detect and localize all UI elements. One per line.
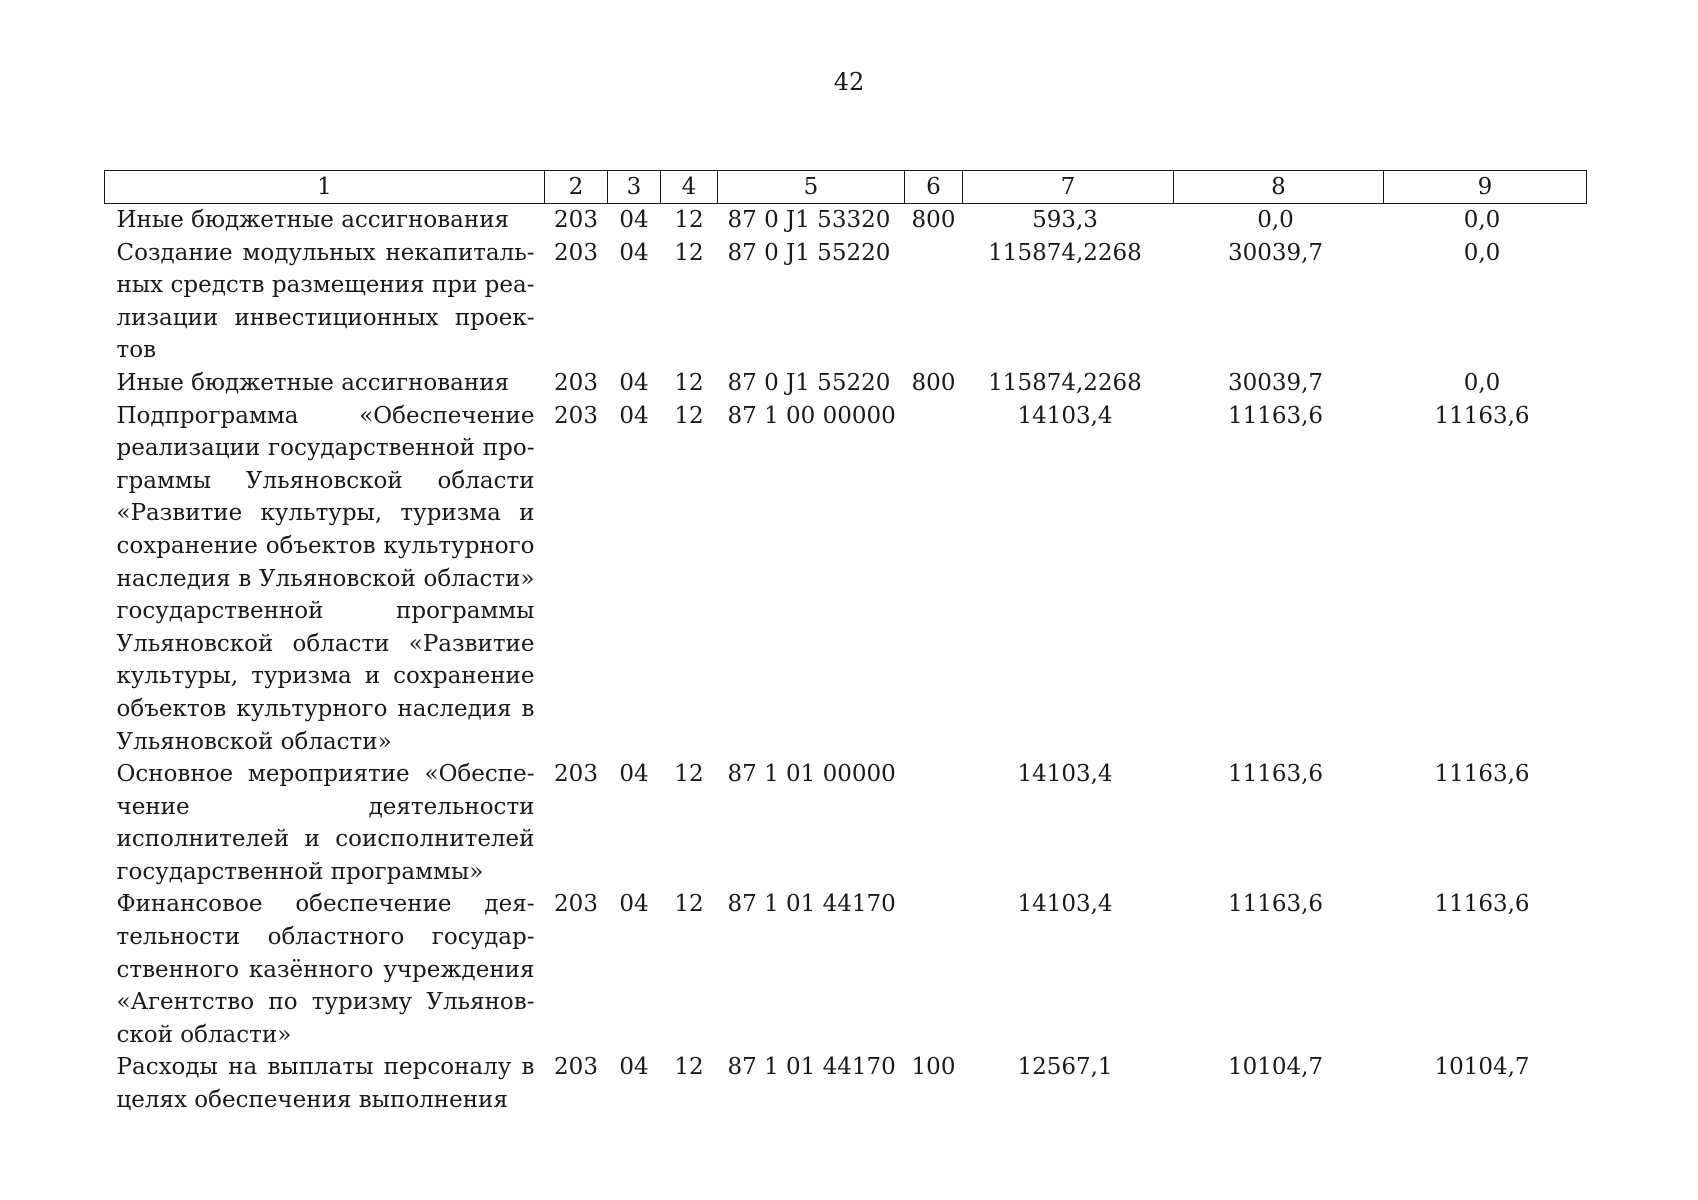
column-header-9: 9 [1384,171,1587,204]
column-header-1: 1 [105,171,545,204]
cell-expense-type [905,888,963,1051]
column-header-8: 8 [1174,171,1384,204]
cell-amount-year-1: 14103,4 [1017,891,1113,918]
cell-amount-year-1: 593,3 [1032,207,1098,233]
cell-name: Основное мероприятие «Обеспечение деятельности исполнителей и соисполнителей государственной программы» [116,761,535,885]
cell-target-article: 87 0 J1 55220 [727,239,891,266]
cell-amount-year-3: 11163,6 [1434,891,1530,918]
table-row [105,367,1587,400]
cell-subsection: 12 [674,369,704,396]
cell-name: Финансовое обеспечение деятельности областного государственного казённого учреждения «Агентство по туризму Ульяновской области» [116,891,535,1048]
cell-amount-year-1: 115874,2268 [988,369,1142,396]
cell-amount-year-1: 115874,2268 [988,239,1142,266]
cell-section: 04 [619,1054,649,1081]
cell-expense-type: 800 [911,207,956,233]
cell-target-article: 87 0 J1 53320 [727,207,891,233]
cell-section: 04 [619,761,649,788]
cell-subsection: 12 [674,402,704,429]
cell-amount-year-1: 14103,4 [1017,402,1113,429]
cell-subsection: 12 [674,1054,704,1081]
table-body [105,204,1587,1117]
column-header-2: 2 [545,171,608,204]
cell-name: Создание модульных некапитальных средств размещения при реализации инвестиционных проектов [116,239,535,364]
cell-target-article: 87 0 J1 55220 [727,369,891,396]
cell-section: 04 [619,891,649,918]
cell-ministry-code: 203 [554,402,598,429]
cell-name: Расходы на выплаты персоналу в целях обеспечения выполнения [116,1054,535,1114]
cell-subsection: 12 [674,761,704,788]
table-row [105,204,1587,237]
table-row [105,758,1587,888]
cell-amount-year-2: 30039,7 [1227,369,1324,396]
cell-expense-type [905,400,963,759]
cell-expense-type: 800 [911,369,956,396]
cell-amount-year-3: 0,0 [1463,239,1501,266]
cell-ministry-code: 203 [554,369,598,396]
cell-ministry-code: 203 [554,891,598,918]
cell-ministry-code: 203 [554,761,598,788]
cell-amount-year-1: 12567,1 [1017,1054,1113,1081]
cell-target-article: 87 1 00 00000 [727,402,896,429]
cell-target-article: 87 1 01 00000 [727,761,896,788]
column-header-5: 5 [718,171,905,204]
column-header-6: 6 [905,171,963,204]
cell-amount-year-2: 11163,6 [1227,761,1324,788]
cell-amount-year-3: 10104,7 [1434,1054,1530,1081]
cell-name: Подпрограмма «Обеспечение реализации государственной программы Ульяновской области «Развитие культуры, туризма и сохранение объектов культурного наследия в Ульяновской области» государственной программы Ульяновской области «Развитие культуры, туризма и сохранение объектов культурного наследия в Ульяновской области» [116,402,535,755]
table-row [105,237,1587,367]
column-header-7: 7 [963,171,1174,204]
cell-target-article: 87 1 01 44170 [727,1054,896,1081]
cell-amount-year-3: 11163,6 [1434,402,1530,429]
cell-ministry-code: 203 [554,239,598,266]
cell-amount-year-2: 0,0 [1257,207,1294,233]
cell-section: 04 [619,402,649,429]
cell-subsection: 12 [674,239,704,266]
cell-amount-year-1: 14103,4 [1017,761,1113,788]
cell-amount-year-3: 0,0 [1463,369,1501,396]
cell-expense-type [905,758,963,888]
cell-ministry-code: 203 [554,207,598,233]
budget-table [104,170,1587,1117]
cell-name: Иные бюджетные ассигнования [116,207,510,233]
cell-amount-year-2: 10104,7 [1227,1054,1324,1081]
cell-expense-type [905,237,963,367]
cell-amount-year-3: 0,0 [1463,207,1501,233]
cell-subsection: 12 [674,207,704,233]
cell-target-article: 87 1 01 44170 [727,891,896,918]
cell-name: Иные бюджетные ассигнования [116,369,510,396]
cell-amount-year-2: 11163,6 [1227,891,1324,918]
cell-subsection: 12 [674,891,704,918]
table-row [105,1051,1587,1116]
cell-section: 04 [619,239,649,266]
cell-section: 04 [619,369,649,396]
cell-amount-year-3: 11163,6 [1434,761,1530,788]
table-row [105,888,1587,1051]
column-header-4: 4 [661,171,718,204]
column-header-3: 3 [608,171,661,204]
cell-amount-year-2: 11163,6 [1227,402,1324,429]
table-row [105,400,1587,759]
cell-expense-type: 100 [911,1054,956,1081]
cell-amount-year-2: 30039,7 [1227,239,1324,266]
cell-section: 04 [619,207,649,233]
cell-ministry-code: 203 [554,1054,598,1081]
page-number: 42 [833,68,865,96]
column-number-header-row [105,171,1587,204]
